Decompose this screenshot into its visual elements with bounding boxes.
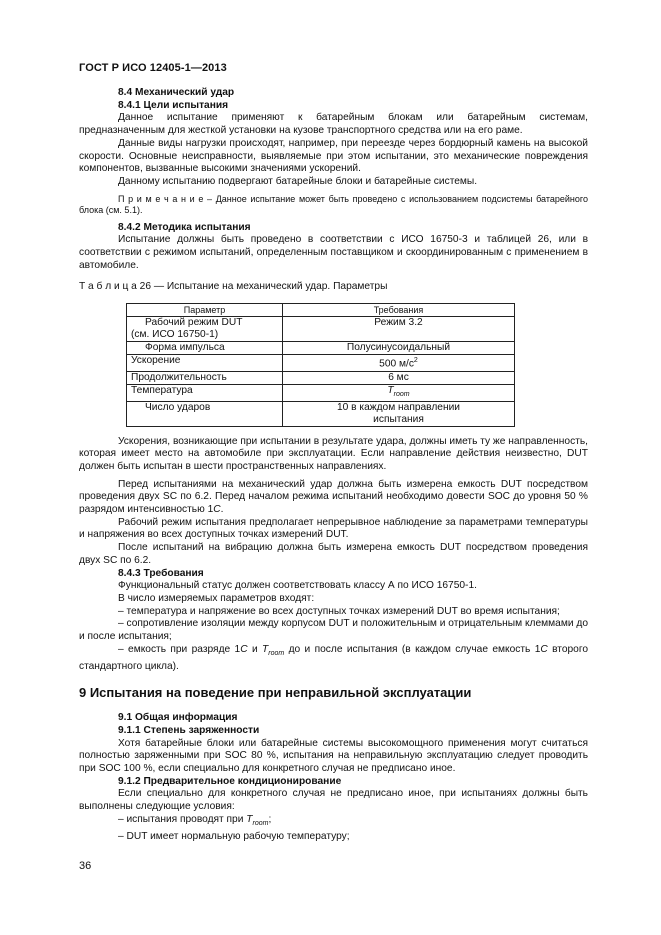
table-header-cell: Требования bbox=[283, 304, 515, 317]
table-cell: Форма импульса bbox=[127, 342, 283, 355]
page-content bbox=[79, 87, 588, 843]
table-cell: 10 в каждом направлении испытания bbox=[283, 401, 515, 426]
table-cell: Рабочий режим DUT (см. ИСО 16750-1) bbox=[127, 317, 283, 342]
table-header-row bbox=[127, 304, 515, 317]
paragraph: Перед испытаниями на механический удар должна быть измерена емкость DUT посредством проведения двух SC по 6.2. Перед началом режима испытаний необходимо довести SOC до уровня 50 % разрядом интенсивностью 1C. bbox=[79, 478, 588, 516]
table-caption: Т а б л и ц а 26 — Испытание на механический удар. Параметры bbox=[79, 281, 388, 293]
table-header-cell: Параметр bbox=[127, 304, 283, 317]
note-label: П р и м е ч а н и е bbox=[118, 193, 204, 204]
paragraph: Данные виды нагрузки происходят, например, при переезде через бордюрный камень на высокой скорости. Основные неисправности, выявляемые при этом испытании, это механические повреждения компонентов, вызванные высокими значениями ускорений. bbox=[79, 137, 588, 175]
parameters-table bbox=[126, 303, 515, 426]
table-cell: 500 $м/с^2$ bbox=[283, 355, 515, 371]
standard-header: ГОСТ Р ИСО 12405-1—2013 bbox=[79, 62, 227, 74]
subsection-heading: 8.4.1 Цели испытания bbox=[118, 99, 229, 111]
section-heading: 9 Испытания на поведение при неправильной эксплуатации bbox=[79, 685, 472, 701]
table-cell: 6 мс bbox=[283, 371, 515, 384]
paragraph: Ускорения, возникающие при испытании в результате удара, должны иметь ту же направленность, которая имеет место на автомобиле при эксплуатации. Если направление действия неизвестно, DUT должен быть испытан в шести пространственных направлениях. bbox=[79, 435, 588, 472]
note bbox=[79, 194, 588, 217]
paragraph: Рабочий режим испытания предполагает непрерывное наблюдение за параметрами температуры и напряжения во всех доступных точках измерений DUT. bbox=[79, 516, 588, 541]
page-number: 36 bbox=[79, 860, 92, 872]
paragraph: Данное испытание применяют к батарейным блокам или батарейным системам, предназначенным для жесткой установки на кузове транспортного средства или на его раме. bbox=[79, 112, 588, 137]
list-item: – DUT имеет нормальную рабочую температуру; bbox=[118, 830, 350, 842]
subsection-heading: 8.4.3 Требования bbox=[118, 567, 204, 579]
section-heading: 8.4 Механический удар bbox=[118, 87, 235, 98]
table-row bbox=[127, 401, 515, 426]
subsection-heading: 9.1.1 Степень заряженности bbox=[118, 724, 260, 736]
table-cell: Полусинусоидальный bbox=[283, 342, 515, 355]
list-item: – испытания проводят при $T_{room}$; bbox=[118, 813, 272, 827]
table-cell: Продолжительность bbox=[127, 371, 283, 384]
list-item: – температура и напряжение во всех доступных точках измерений DUT во время испытания; bbox=[118, 605, 560, 617]
subsection-heading: 9.1 Общая информация bbox=[118, 712, 238, 724]
table-row bbox=[127, 317, 515, 342]
table-row bbox=[127, 355, 515, 371]
subsection-heading: 9.1.2 Предварительное кондиционирование bbox=[118, 775, 342, 787]
table-cell: Ускорение bbox=[127, 355, 283, 371]
note-text: – Данное испытание может быть проведено с использованием подсистемы батарейного блока (см. 5.1). bbox=[79, 193, 588, 216]
table-row bbox=[127, 371, 515, 384]
paragraph: Хотя батарейные блоки или батарейные системы высокомощного применения могут считаться полностью заряженными при SOC 80 %, испытания на неправильную эксплуатацию следует проводить при SOC 100 %, если специально для конкретного случая не предписано иное. bbox=[79, 737, 588, 775]
list-item: – сопротивление изоляции между корпусом DUT и положительным и отрицательным клеммами до и после испытания; bbox=[79, 618, 588, 643]
paragraph: Испытание должны быть проведено в соответствии с ИСО 16750-3 и таблицей 26, или в соответствии с режимом испытаний, определенным поставщиком и скоординированным с применением в автомобиле. bbox=[79, 234, 588, 271]
paragraph: Если специально для конкретного случая не предписано иное, при испытаниях должны быть выполнены следующие условия: bbox=[79, 788, 588, 813]
table-cell: $T_{room}$ bbox=[283, 384, 515, 401]
subsection-heading: 8.4.2 Методика испытания bbox=[118, 221, 251, 233]
table-cell: Температура bbox=[127, 384, 283, 401]
table-cell: Режим 3.2 bbox=[283, 317, 515, 342]
table-row bbox=[127, 342, 515, 355]
table-cell: Число ударов bbox=[127, 401, 283, 426]
paragraph: Данному испытанию подвергают батарейные блоки и батарейные системы. bbox=[118, 175, 478, 187]
list-item: – емкость при разряде 1C и $T_{room}$ до и после испытания (в каждом случае емкость 1C второго стандартного цикла). bbox=[79, 643, 588, 672]
table-row bbox=[127, 384, 515, 401]
paragraph: В число измеряемых параметров входят: bbox=[118, 593, 315, 604]
paragraph: После испытаний на вибрацию должна быть измерена емкость DUT посредством проведения двух SC по 6.2. bbox=[79, 542, 588, 566]
paragraph: Функциональный статус должен соответствовать классу А по ИСО 16750-1. bbox=[118, 580, 477, 592]
